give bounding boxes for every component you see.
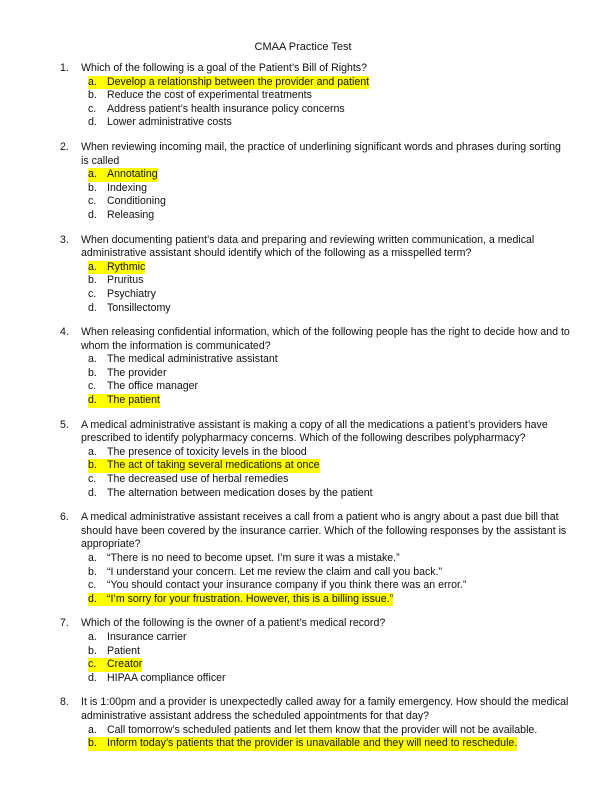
- option-letter: a.: [88, 168, 111, 182]
- option-text: “I understand your concern. Let me review the claim and call you back.”: [107, 565, 443, 578]
- option-text: The patient: [107, 394, 161, 407]
- option-letter: d.: [88, 593, 111, 607]
- answer-option: [88, 302, 606, 316]
- question-text: Which of the following is a goal of the Patient’s Bill of Rights?: [81, 62, 367, 74]
- option-letter: a.: [88, 76, 111, 90]
- option-letter: a.: [88, 630, 97, 643]
- option-letter: d.: [88, 394, 111, 408]
- option-text: “There is no need to become upset. I’m sure it was a mistake.”: [107, 552, 400, 564]
- answer-option: [88, 195, 606, 209]
- question-text: When reviewing incoming mail, the practice of underlining significant words and phrases during sorting is called: [81, 140, 561, 167]
- answer-option: [88, 103, 606, 117]
- option-text: Call tomorrow’s scheduled patients and let them know that the provider will not be available.: [107, 723, 538, 736]
- answer-option: [88, 367, 606, 381]
- option-letter: b.: [88, 366, 97, 379]
- question-text: A medical administrative assistant is making a copy of all the medications a patient’s providers have prescribed to identify polypharmacy concerns. Which of the following describes polypharmacy?: [81, 418, 548, 445]
- answer-option: [88, 658, 606, 672]
- answer-option: [88, 182, 606, 196]
- question-number: 8.: [60, 696, 69, 709]
- answer-option: [88, 394, 606, 408]
- option-letter: d.: [88, 116, 97, 129]
- option-letter: b.: [88, 89, 97, 102]
- answer-options: [88, 724, 606, 751]
- question-text: It is 1:00pm and a provider is unexpectedly called away for a family emergency. How should the medical administrative assistant address the scheduled appointments for that day?: [81, 696, 569, 722]
- option-text: The decreased use of herbal remedies: [107, 473, 289, 486]
- option-letter: a.: [88, 445, 97, 458]
- answer-options: [88, 76, 606, 130]
- question-number: 5.: [60, 418, 69, 431]
- question-number: 6.: [60, 511, 69, 524]
- question-list: [0, 62, 606, 762]
- answer-option: [88, 552, 606, 566]
- question-6: [0, 511, 606, 606]
- option-letter: d.: [88, 301, 97, 314]
- option-text: Psychiatry: [107, 287, 156, 300]
- option-letter: c.: [88, 658, 110, 672]
- answer-option: [88, 168, 606, 182]
- option-letter: b.: [88, 459, 111, 473]
- option-letter: c.: [88, 195, 97, 208]
- option-text: Annotating: [107, 168, 158, 181]
- option-letter: c.: [88, 579, 97, 592]
- answer-option: [88, 116, 606, 130]
- question-number: 2.: [60, 140, 69, 153]
- question-5: [0, 419, 606, 501]
- option-text: Creator: [107, 658, 143, 671]
- answer-option: [88, 353, 606, 367]
- option-letter: c.: [88, 473, 97, 486]
- option-text: Insurance carrier: [107, 630, 187, 643]
- option-letter: b.: [88, 737, 111, 751]
- option-text: “I’m sorry for your frustration. However, this is a billing issue.”: [107, 592, 394, 605]
- answer-options: [88, 353, 606, 407]
- answer-option: [88, 737, 606, 751]
- option-letter: b.: [88, 181, 97, 194]
- option-letter: b.: [88, 274, 97, 287]
- answer-option: [88, 566, 606, 580]
- answer-option: [88, 89, 606, 103]
- answer-option: [88, 631, 606, 645]
- answer-option: [88, 593, 606, 607]
- answer-options: [88, 446, 606, 500]
- option-text: Rythmic: [107, 260, 146, 273]
- question-8: [0, 696, 606, 750]
- option-text: The provider: [107, 366, 167, 379]
- option-letter: c.: [88, 102, 97, 115]
- option-letter: a.: [88, 723, 97, 736]
- answer-option: [88, 579, 606, 593]
- answer-option: [88, 724, 606, 738]
- answer-option: [88, 446, 606, 460]
- question-3: [0, 234, 606, 316]
- option-letter: d.: [88, 671, 97, 684]
- option-text: Conditioning: [107, 195, 166, 208]
- answer-option: [88, 380, 606, 394]
- option-text: The act of taking several medications at once: [107, 459, 320, 472]
- option-text: Tonsillectomy: [107, 301, 171, 314]
- answer-option: [88, 473, 606, 487]
- question-7: [0, 617, 606, 685]
- option-text: The alternation between medication doses by the patient: [107, 486, 373, 499]
- answer-option: [88, 487, 606, 501]
- option-text: Indexing: [107, 181, 148, 194]
- option-text: Patient: [107, 644, 140, 657]
- question-text: When documenting patient’s data and preparing and reviewing written communication, a medical administrative assistant should identify which of the following as a misspelled term?: [81, 233, 535, 260]
- question-number: 7.: [60, 617, 69, 630]
- answer-option: [88, 274, 606, 288]
- answer-option: [88, 76, 606, 90]
- page-title: CMAA Practice Test: [254, 41, 352, 53]
- question-number: 3.: [60, 233, 69, 246]
- option-text: “You should contact your insurance company if you think there was an error.”: [107, 579, 467, 592]
- option-letter: d.: [88, 208, 97, 221]
- option-text: Develop a relationship between the provider and patient: [107, 75, 370, 88]
- answer-option: [88, 672, 606, 686]
- option-letter: c.: [88, 380, 97, 393]
- option-letter: d.: [88, 486, 97, 499]
- question-number: 1.: [60, 62, 69, 74]
- answer-options: [88, 168, 606, 222]
- option-text: Releasing: [107, 208, 155, 221]
- option-text: HIPAA compliance officer: [107, 671, 226, 684]
- option-text: Pruritus: [107, 274, 144, 287]
- question-text: A medical administrative assistant receives a call from a patient who is angry about a past due bill that should have been covered by the insurance carrier. Which of the following responses by the assistant is appropriate?: [81, 511, 567, 551]
- question-text: Which of the following is the owner of a patient’s medical record?: [81, 617, 386, 630]
- answer-option: [88, 459, 606, 473]
- option-letter: c.: [88, 287, 97, 300]
- question-2: [0, 141, 606, 223]
- answer-options: [88, 261, 606, 315]
- question-1: [0, 62, 606, 130]
- option-text: The presence of toxicity levels in the blood: [107, 445, 307, 458]
- answer-option: [88, 645, 606, 659]
- answer-option: [88, 209, 606, 223]
- answer-options: [88, 631, 606, 685]
- question-4: [0, 326, 606, 408]
- option-text: Reduce the cost of experimental treatments: [107, 89, 312, 102]
- option-text: The office manager: [107, 380, 199, 393]
- option-text: Lower administrative costs: [107, 116, 232, 129]
- option-letter: a.: [88, 353, 97, 366]
- question-text: When releasing confidential information, which of the following people has the right to decide how and to whom the information is communicated?: [81, 326, 570, 352]
- option-text: Address patient’s health insurance policy concerns: [107, 102, 345, 115]
- answer-option: [88, 288, 606, 302]
- option-letter: a.: [88, 552, 97, 564]
- option-text: Inform today’s patients that the provider is unavailable and they will need to reschedule.: [107, 737, 518, 750]
- option-letter: a.: [88, 261, 111, 275]
- answer-options: [88, 552, 606, 606]
- option-letter: b.: [88, 644, 97, 657]
- option-text: The medical administrative assistant: [107, 353, 278, 366]
- answer-option: [88, 261, 606, 275]
- question-number: 4.: [60, 326, 69, 339]
- option-letter: b.: [88, 565, 97, 578]
